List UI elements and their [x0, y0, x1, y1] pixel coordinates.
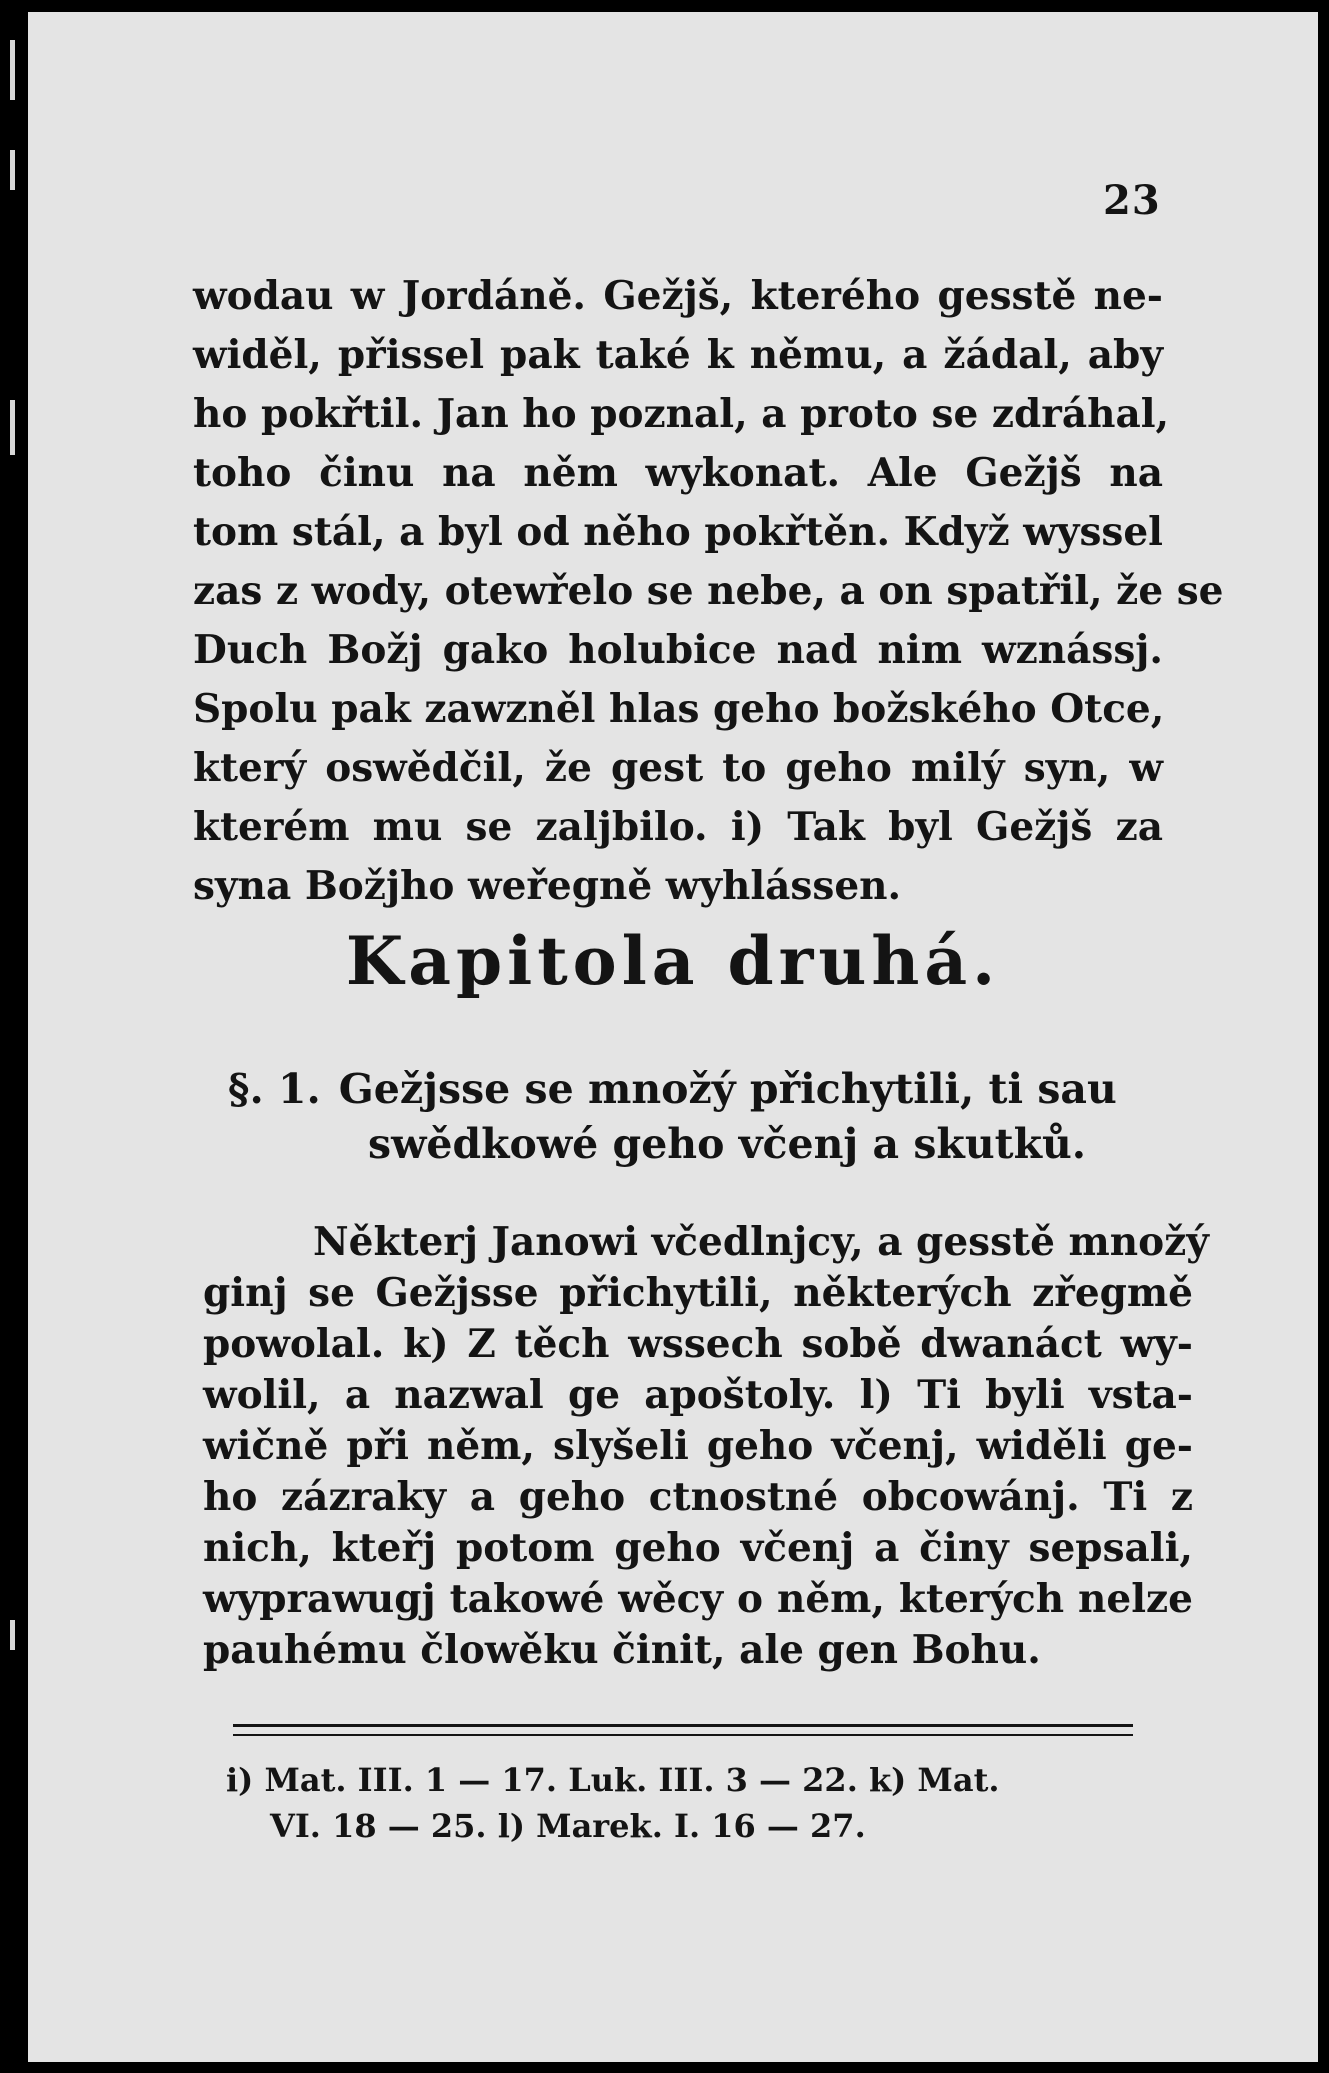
footnote-divider [233, 1734, 1133, 1736]
footnote-line: i) Mat. III. 1 — 17. Luk. III. 3 — 22. k) Mat. [226, 1761, 1000, 1799]
text-line: Některj Janowi včedlnjcy, a gesstě množý [313, 1219, 1209, 1265]
text-line: který oswědčil, že gest to geho milý syn, w [193, 745, 1163, 791]
text-line: Spolu pak zawzněl hlas geho božského Otce, [193, 686, 1165, 732]
section-heading [228, 1062, 1148, 1172]
footnotes [226, 1757, 1186, 1849]
text-line: kterém mu se zaljbilo. i) Tak byl Gežjš za [193, 804, 1163, 850]
text-line: zas z wody, otewřelo se nebe, a on spatřil, že se [193, 568, 1224, 614]
text-line: wičně při něm, slyšeli geho včenj, widěli ge- [203, 1423, 1193, 1469]
text-line: ho pokřtil. Jan ho poznal, a proto se zdráhal, [193, 391, 1170, 437]
text-line: powolal. k) Z těch wssech sobě dwanáct wy- [203, 1321, 1193, 1367]
paragraph-1 [193, 267, 1224, 916]
scan-edge [8, 0, 18, 2073]
text-line: wodau w Jordáně. Gežjš, kterého gesstě ne- [193, 273, 1163, 319]
text-line: widěl, přissel pak také k němu, a žádal, aby [193, 332, 1163, 378]
footnote-divider [233, 1724, 1133, 1727]
text-line: Duch Božj gako holubice nad nim wznássj. [193, 627, 1163, 673]
section-title-line-1: Gežjsse se množý přichytili, ti sau [338, 1065, 1117, 1113]
text-line: ginj se Gežjsse přichytili, některých zřegmě [203, 1270, 1193, 1316]
text-line: tom stál, a byl od něho pokřtěn. Když wyssel [193, 509, 1163, 555]
book-page [28, 12, 1318, 2062]
chapter-heading: Kapitola druhá. [345, 922, 1001, 1000]
text-line: ho zázraky a geho ctnostné obcowánj. Ti z [203, 1474, 1193, 1520]
text-line: pauhému člowěku činit, ale gen Bohu. [203, 1627, 1041, 1673]
section-title-line-2: swědkowé geho včenj a skutků. [368, 1120, 1087, 1168]
footnote-line: VI. 18 — 25. l) Marek. I. 16 — 27. [270, 1807, 866, 1845]
page-number: 23 [1103, 177, 1161, 224]
text-line: syna Božjho weřegně wyhlássen. [193, 863, 902, 909]
paragraph-2 [203, 1217, 1209, 1676]
text-line: wyprawugj takowé wěcy o něm, kterých nelze [203, 1576, 1193, 1622]
section-number: §. 1. [228, 1065, 321, 1113]
text-line: toho činu na něm wykonat. Ale Gežjš na [193, 450, 1163, 496]
text-line: nich, kteřj potom geho včenj a činy sepsali, [203, 1525, 1193, 1571]
text-line: wolil, a nazwal ge apoštoly. l) Ti byli vsta- [203, 1372, 1193, 1418]
